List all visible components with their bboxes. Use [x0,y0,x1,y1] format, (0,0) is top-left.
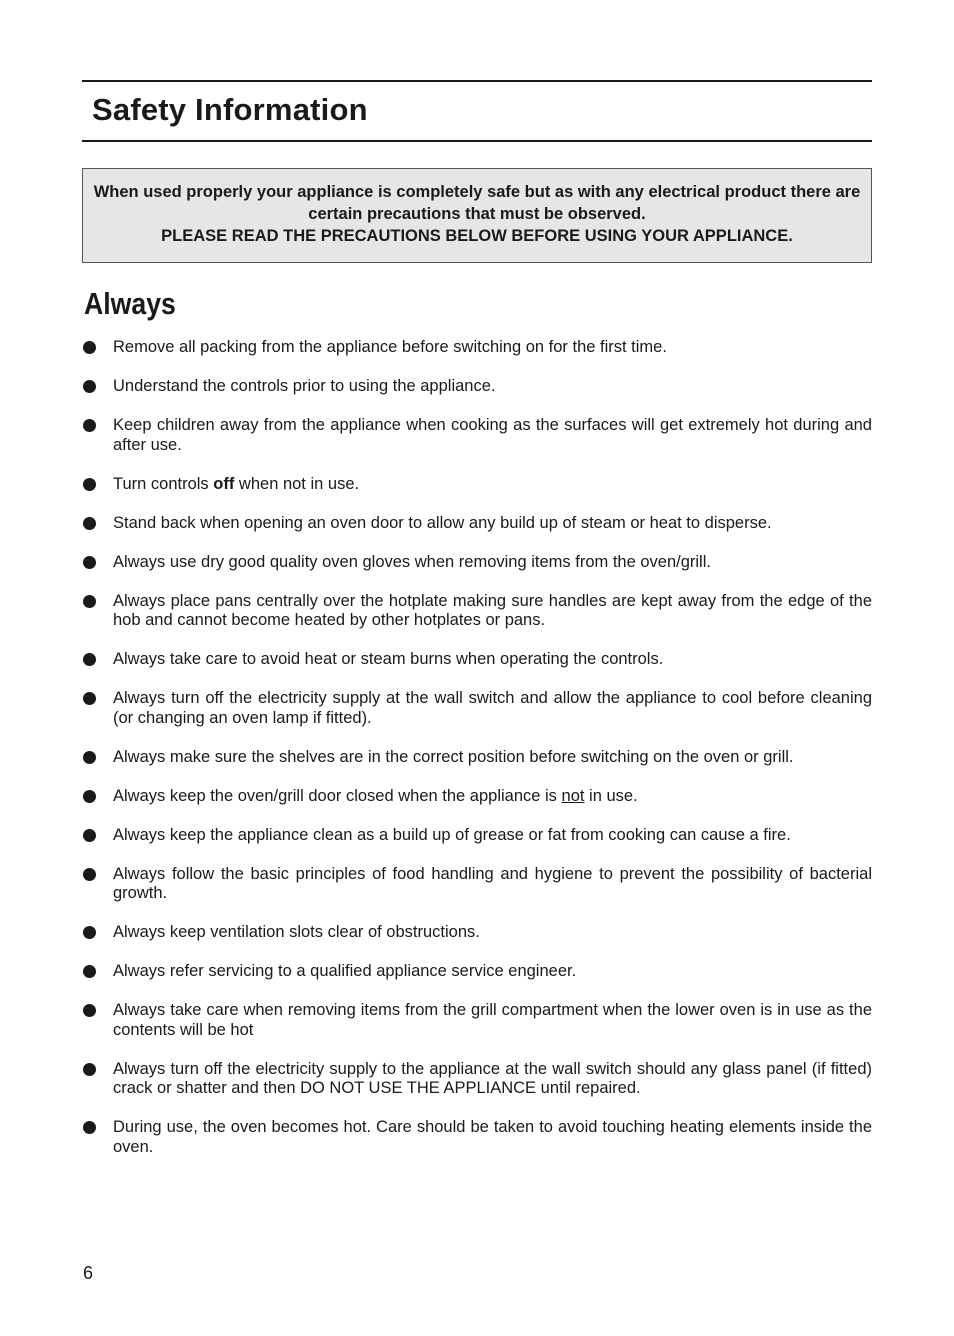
bullet-icon [83,380,96,393]
list-item [82,1060,872,1099]
list-item-text: Always take care to avoid heat or steam burns when operating the controls. [113,650,664,668]
bullet-icon [83,341,96,354]
list-item-text: Keep children away from the appliance when cooking as the surfaces will get extremely hot during and after use. [113,416,872,454]
bullet-icon [83,419,96,432]
list-item-text: During use, the oven becomes hot. Care should be taken to avoid touching heating elements inside the oven. [113,1118,872,1156]
bullet-icon [83,965,96,978]
list-item-text: Always use dry good quality oven gloves when removing items from the oven/grill. [113,552,711,571]
page-title: Safety Information [92,92,368,127]
notice-text: When used properly your appliance is completely safe but as with any electrical product there are certain precautions that must be observed. [93,183,861,223]
emphasis-not: not [561,786,585,805]
list-item [82,553,872,573]
list-item-text-after: in use. [584,786,638,805]
bullet-icon [83,653,96,666]
list-item [82,1118,872,1157]
list-item-text: Always turn off the electricity supply to the appliance at the wall switch should any glass panel (if fitted) crack or shatter and then DO NOT USE THE APPLIANCE until repaired. [113,1059,872,1097]
list-item [82,748,872,768]
list-item-text: Always turn off the electricity supply at the wall switch and allow the appliance to cool before cleaning (or changing an oven lamp if fitted). [113,689,872,727]
list-item [82,689,872,728]
safety-notice-box [82,168,872,263]
bullet-icon [83,1121,96,1134]
bullet-icon [83,478,96,491]
list-item [82,475,872,495]
list-item [82,377,872,397]
list-item-text-before: Always keep the oven/grill door closed when the appliance is [113,786,562,805]
list-item-text: Always take care when removing items from the grill compartment when the lower oven is in use as the contents will be hot [113,1001,872,1039]
list-item [82,826,872,846]
list-item [82,338,872,358]
bullet-icon [83,517,96,530]
precautions-list [82,338,872,1177]
bullet-icon [83,556,96,569]
page-header [82,80,872,142]
bullet-icon [83,868,96,881]
list-item-text: Understand the controls prior to using the appliance. [113,377,496,395]
notice-warning: PLEASE READ THE PRECAUTIONS BELOW BEFORE USING YOUR APPLIANCE. [161,227,793,245]
bullet-icon [83,926,96,939]
list-item-text: Stand back when opening an oven door to allow any build up of steam or heat to disperse. [113,513,772,532]
list-item [82,650,872,670]
list-item-text: Always refer servicing to a qualified appliance service engineer. [113,962,577,980]
bullet-icon [83,751,96,764]
list-item [82,865,872,904]
list-item-text: Always make sure the shelves are in the correct position before switching on the oven or grill. [113,747,794,766]
list-item [82,1001,872,1040]
bullet-icon [83,790,96,803]
list-item [82,962,872,982]
bullet-icon [83,692,96,705]
emphasis-off: off [213,474,235,493]
list-item-text: Always place pans centrally over the hotplate making sure handles are kept away from the edge of the hob and cannot become heated by other hotplates or pans. [113,591,872,629]
list-item-text: Always keep ventilation slots clear of obstructions. [113,923,480,941]
bullet-icon [83,1004,96,1017]
list-item-text: Always keep the appliance clean as a build up of grease or fat from cooking can cause a fire. [113,825,791,844]
bullet-icon [83,829,96,842]
list-item-text: Always follow the basic principles of food handling and hygiene to prevent the possibility of bacterial growth. [113,864,872,902]
list-item-text: Remove all packing from the appliance before switching on for the first time. [113,338,667,356]
page-number: 6 [83,1263,94,1283]
bullet-icon [83,1063,96,1076]
bullet-icon [83,595,96,608]
list-item-text-before: Turn controls [113,474,214,493]
list-item [82,923,872,943]
list-item [82,416,872,455]
section-title-always: Always [84,286,176,321]
list-item [82,514,872,534]
list-item-text-after: when not in use. [234,474,360,493]
list-item [82,787,872,807]
list-item [82,592,872,631]
